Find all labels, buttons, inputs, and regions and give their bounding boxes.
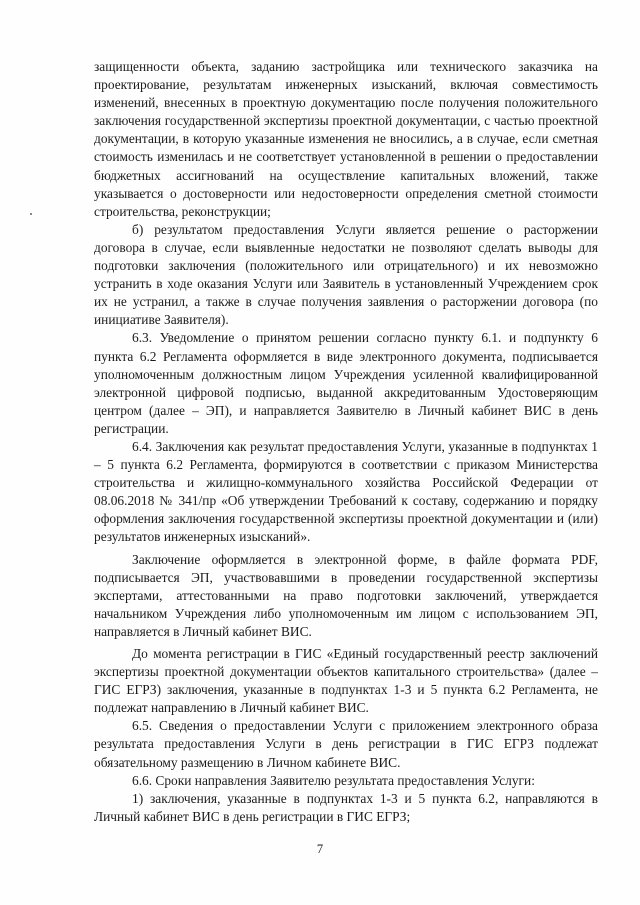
paragraph-6-4: 6.4. Заключения как результат предоставления Услуги, указанные в подпунктах 1 – 5 пункта 6.2 Регламента, формируются в соответствии с приказом Министерства строительства и жилищно-коммунального хозяйства Российской Федерации от 08.06.2018 № 341/пр «Об утверждении Требований к составу, содержанию и порядку оформления заключения государственной экспертизы проектной документации и (или) результатов инженерных изысканий». bbox=[94, 438, 598, 545]
paragraph-6-6-item-1: 1) заключения, указанные в подпунктах 1-3 и 5 пункта 6.2, направляются в Личный кабинет ВИС в день регистрации в ГИС ЕГРЗ; bbox=[94, 790, 598, 824]
body-text bbox=[94, 58, 598, 826]
page-number: 7 bbox=[316, 842, 324, 856]
paragraph-b: б) результатом предоставления Услуги является решение о расторжении договора в случае, если выявленные недостатки не позволяют сделать выводы для подготовки заключения (положительного или отрицательного) и их невозможно устранить в ходе оказания Услуги или Заявитель в установленный Учреждением срок их не устранил, а также в случае получения заявления о расторжении договора (по инициативе Заявителя). bbox=[94, 221, 598, 328]
scan-speck bbox=[30, 213, 32, 215]
paragraph-egrz-registration: До момента регистрации в ГИС «Единый государственный реестр заключений экспертизы проектной документации объектов капитального строительства» (далее – ГИС ЕГРЗ) заключения, указанные в подпунктах 1-3 и 5 пункта 6.2 Регламента, не подлежат направлению в Личный кабинет ВИС. bbox=[94, 646, 598, 716]
paragraph-6-5: 6.5. Сведения о предоставлении Услуги с приложением электронного образа результата предоставления Услуги в день регистрации в ГИС ЕГРЗ подлежат обязательному размещению в Личном кабинете ВИС. bbox=[94, 718, 598, 770]
paragraph-continuation: защищенности объекта, заданию застройщика или технического заказчика на проектирование, результатам инженерных изысканий, включая совместимость изменений, внесенных в проектную документацию после получения положительного заключения государственной экспертизы проектной документации, с частью проектной документации, в которую указанные изменения не вносились, а в случае, если сметная стоимость изменилась и не соответствует установленной в решении о предоставлении бюджетных ассигнований на осуществление капитальных вложений, также указывается о достоверности или недостоверности определения сметной стоимости строительства, реконструкции; bbox=[94, 59, 598, 219]
paragraph-6-3: 6.3. Уведомление о принятом решении согласно пункту 6.1. и подпункту 6 пункта 6.2 Регламента оформляется в виде электронного документа, подписывается уполномоченным должностным лицом Учреждения усиленной квалифицированной электронной цифровой подписью, выданной аккредитованным Удостоверяющим центром (далее – ЭП), и направляется Заявителю в Личный кабинет ВИС в день регистрации. bbox=[94, 330, 598, 436]
paragraph-6-6: 6.6. Сроки направления Заявителю результата предоставления Услуги: bbox=[132, 772, 535, 788]
paragraph-conclusion-form: Заключение оформляется в электронной форме, в файле формата PDF, подписывается ЭП, участвовавшими в проведении государственной экспертизы экспертами, аттестованными на право подготовки заключений, утверждается начальником Учреждения либо уполномоченным им лицом с использованием ЭП, направляется в Личный кабинет ВИС. bbox=[94, 551, 598, 639]
